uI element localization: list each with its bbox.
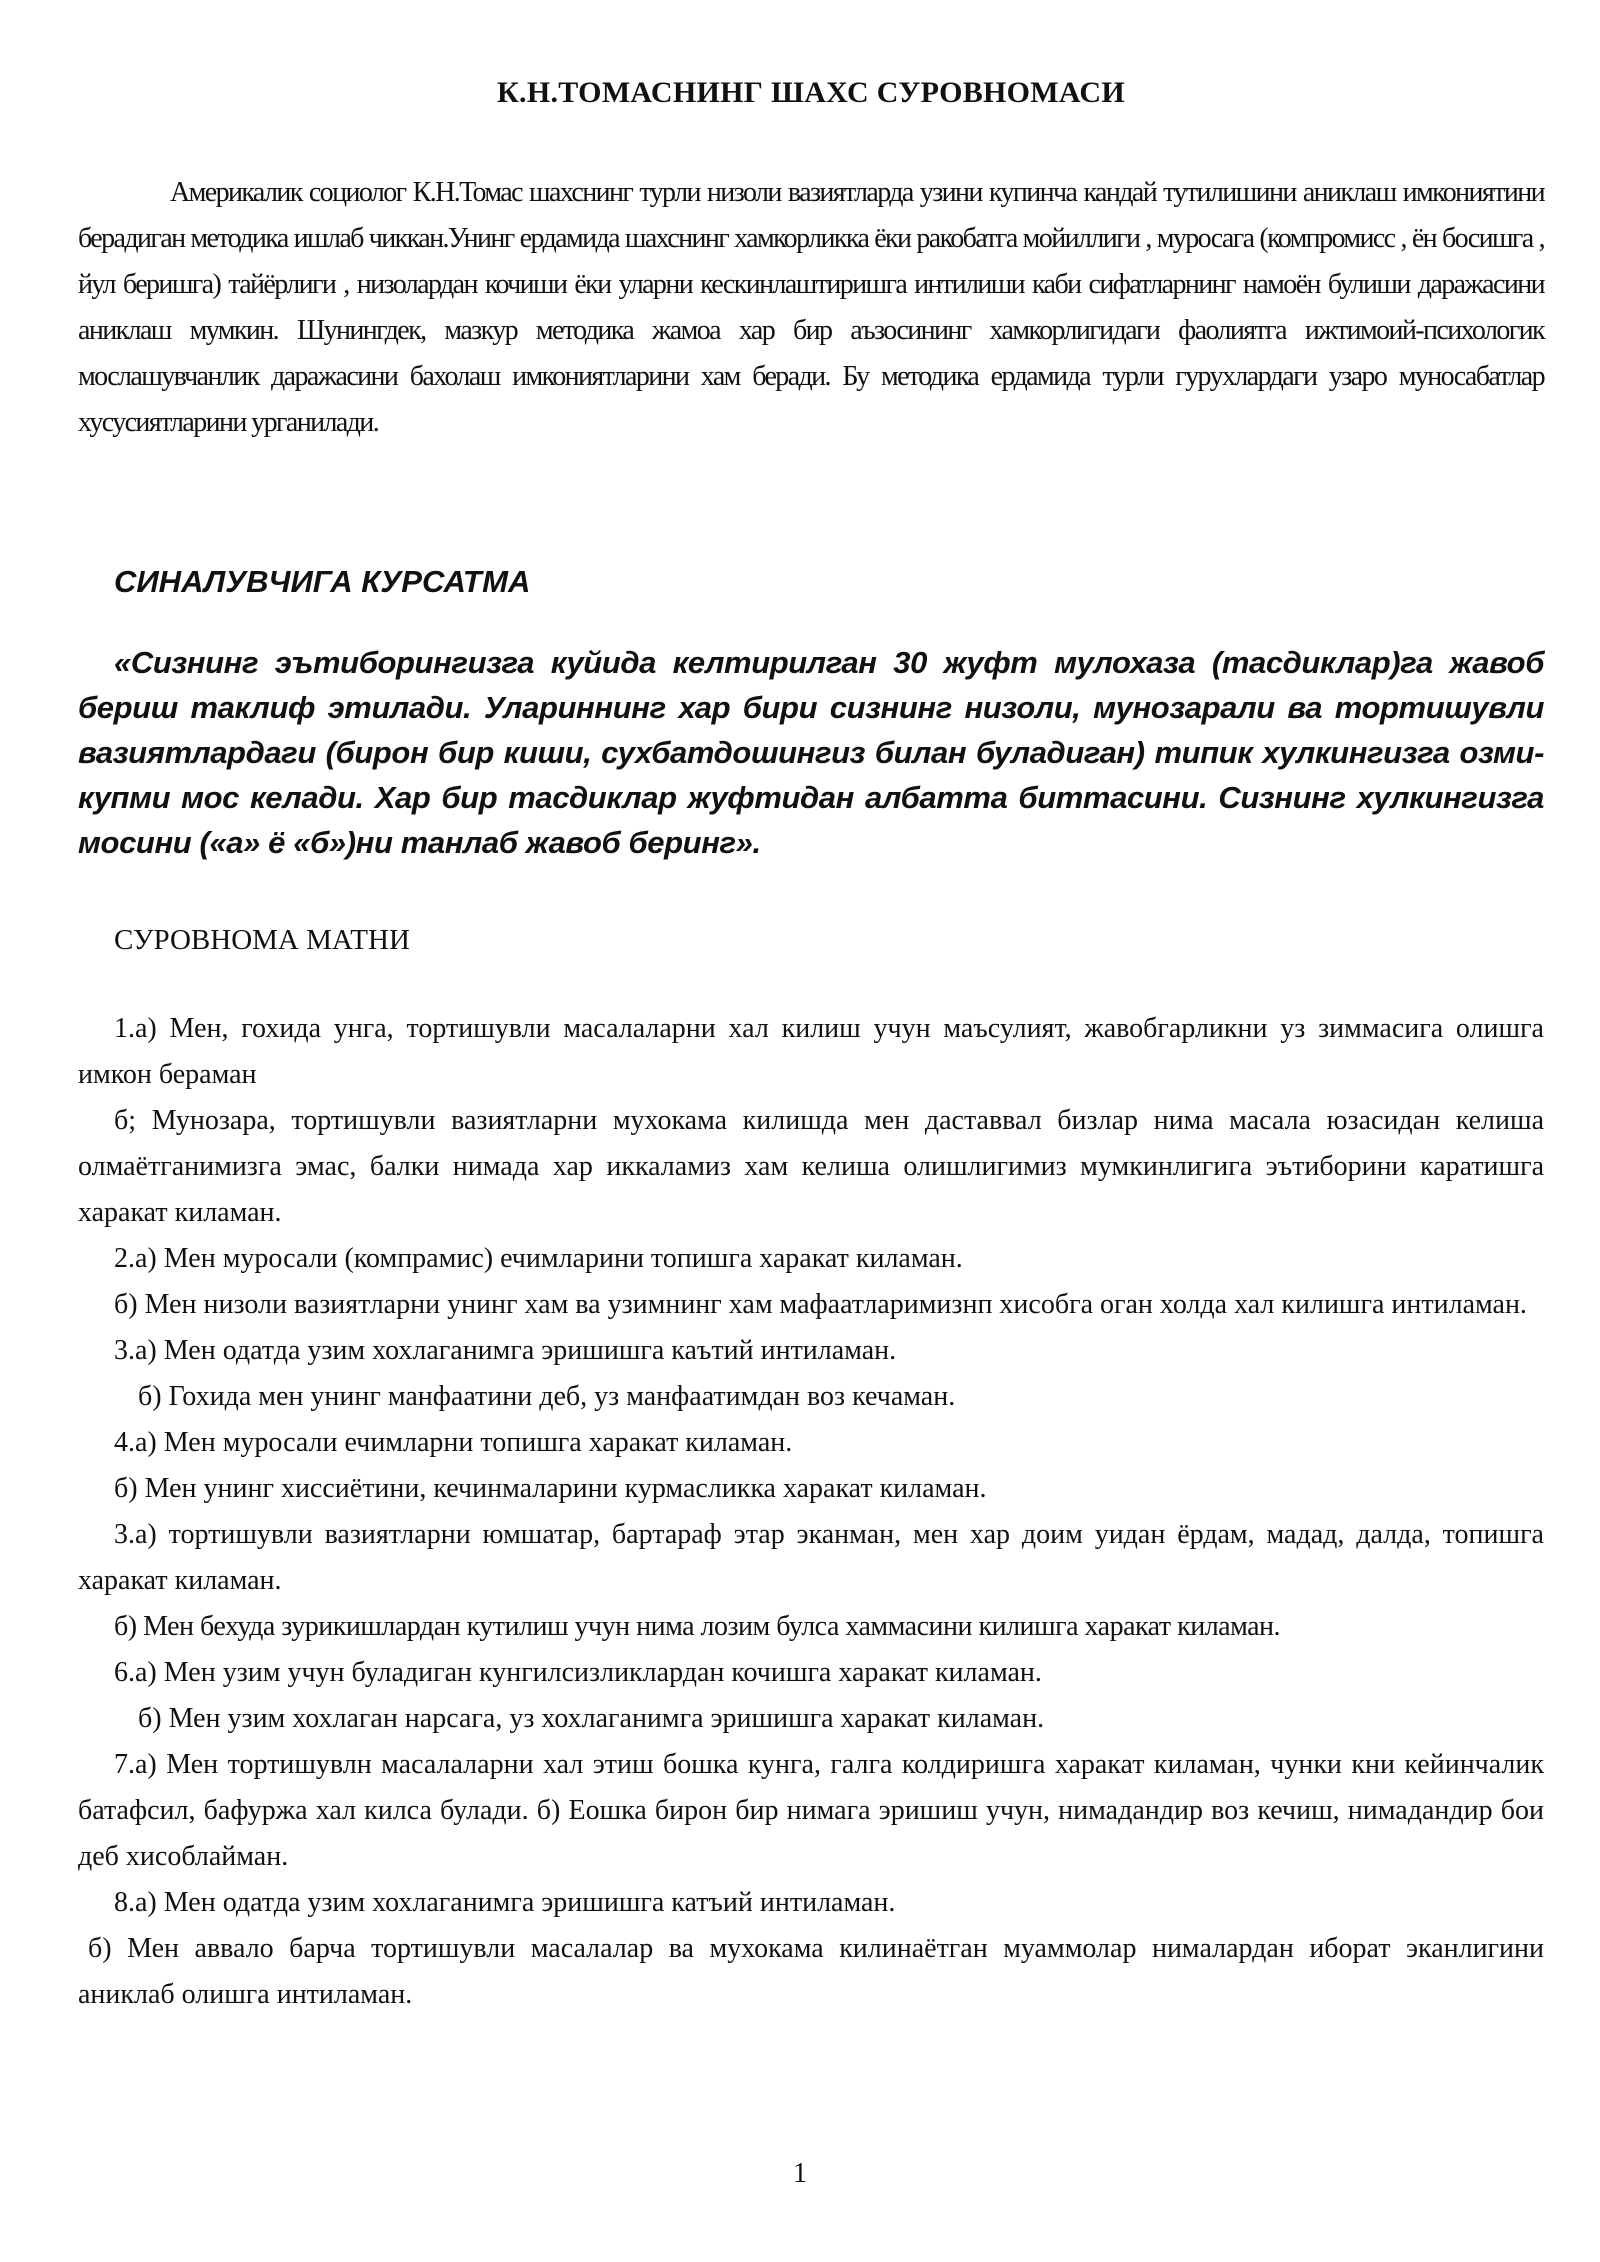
- list-item: 8.а) Мен одатда узим хохлаганимга эришишга катъий интиламан.: [114, 1887, 896, 1918]
- list-item: б) Мен бехуда зурикишлардан кутилиш учун нима лозим булса хаммасини килишга харакат киламан.: [114, 1611, 1281, 1642]
- list-item: б) Мен аввало барча тортишувли масалалар ва мухокама килинаётган муаммолар нималардан иборат эканлигини аниклаб олишга интиламан.: [78, 1933, 1544, 2010]
- page-number: 1: [793, 2158, 807, 2189]
- list-item: б) Мен унинг хиссиётини, кечинмаларини курмасликка харакат киламан.: [114, 1473, 987, 1504]
- list-item: 4.а) Мен муросали ечимларни топишга харакат киламан.: [114, 1427, 793, 1458]
- list-item: б) Мен узим хохлаган нарсага, уз хохлаганимга эришишга харакат киламан.: [138, 1703, 1045, 1734]
- list-item: 3.а) Мен одатда узим хохлаганимга эришишга каътий интиламан.: [114, 1335, 897, 1366]
- list-item: б; Мунозара, тортишувли вазиятларни мухокама килишда мен даставвал бизлар нима масала юзасидан келиша олмаётганимизга эмас, балки нимада хар иккаламиз хам келиша олишлигимиз мумкинлигига эътиборини каратишга харакат киламан.: [78, 1105, 1544, 1228]
- list-item: 1.а) Мен, гохида унга, тортишувли масалаларни хал килиш учун маъсулият, жавобгарликни уз зиммасига олишга имкон бераман: [78, 1013, 1544, 1090]
- questionnaire-heading: СУРОВНОМА МАТНИ: [114, 924, 410, 956]
- instruction-paragraph: «Сизнинг эътиборингизга куйида келтирилган 30 жуфт мулохаза (тасдиклар)га жавоб бериш таклиф этилади. Улариннинг хар бири сизнинг низоли, мунозарали ва тортишувли вазиятлардаги (бирон бир киши, сухбатдошингиз билан буладиган) типик хулкингизга озми-купми мос келади. Хар бир тасдиклар жуфтидан албатта биттасини. Сизнинг хулкингизга мосини («а» ё «б»)ни танлаб жавоб беринг».: [78, 645, 1544, 860]
- questionnaire-items: [78, 1006, 1544, 2018]
- intro-paragraph: Америкалик социолог К.Н.Томас шахснинг турли низоли вазиятларда узини купинча кандай тутилишини аниклаш имкониятини берадиган методика ишлаб чиккан.Унинг ердамида шахснинг хамкорликка ёки ракобатга мойиллиги , муросага (компромисс , ён босишга , йул беришга) тайёрлиги , низолардан кочиши ёки уларни кескинлаштиришга интилиши каби сифатларнинг намоён булиши даражасини аниклаш мумкин. Шунингдек, мазкур методика жамоа хар бир аъзосининг хамкорлигидаги фаолиятга ижтимоий-психологик мослашувчанлик даражасини бахолаш имкониятларини хам беради. Бу методика ердамида турли гурухлардаги узаро муносабатлар хусусиятларини урганилади.: [78, 177, 1544, 438]
- list-item: 6.а) Мен узим учун буладиган кунгилсизликлардан кочишга харакат киламан.: [114, 1657, 1042, 1688]
- list-item: б) Мен низоли вазиятларни унинг хам ва узимнинг хам мафаатларимизнп хисобга оган холда хал килишга интиламан.: [114, 1289, 1527, 1320]
- instruction-heading: СИНАЛУВЧИГА КУРСАТМА: [114, 564, 531, 599]
- document-title: К.Н.ТОМАСНИНГ ШАХС СУРОВНОМАСИ: [496, 76, 1125, 109]
- list-item: 3.а) тортишувли вазиятларни юмшатар, бартараф этар эканман, мен хар доим уидан ёрдам, мадад, далда, топишга харакат киламан.: [78, 1519, 1544, 1596]
- list-item: 2.а) Мен муросали (компрамис) ечимларини топишга харакат киламан.: [114, 1243, 963, 1274]
- list-item: б) Гохида мен унинг манфаатини деб, уз манфаатимдан воз кечаман.: [138, 1381, 956, 1412]
- list-item: 7.а) Мен тортишувлн масалаларни хал этиш бошка кунга, галга колдиришга харакат киламан, чунки кни кейинчалик батафсил, бафуржа хал килса булади. б) Еошка бирон бир нимага эришиш учун, нимадандир воз кечиш, нимадандир бои деб хисоблайман.: [78, 1749, 1544, 1872]
